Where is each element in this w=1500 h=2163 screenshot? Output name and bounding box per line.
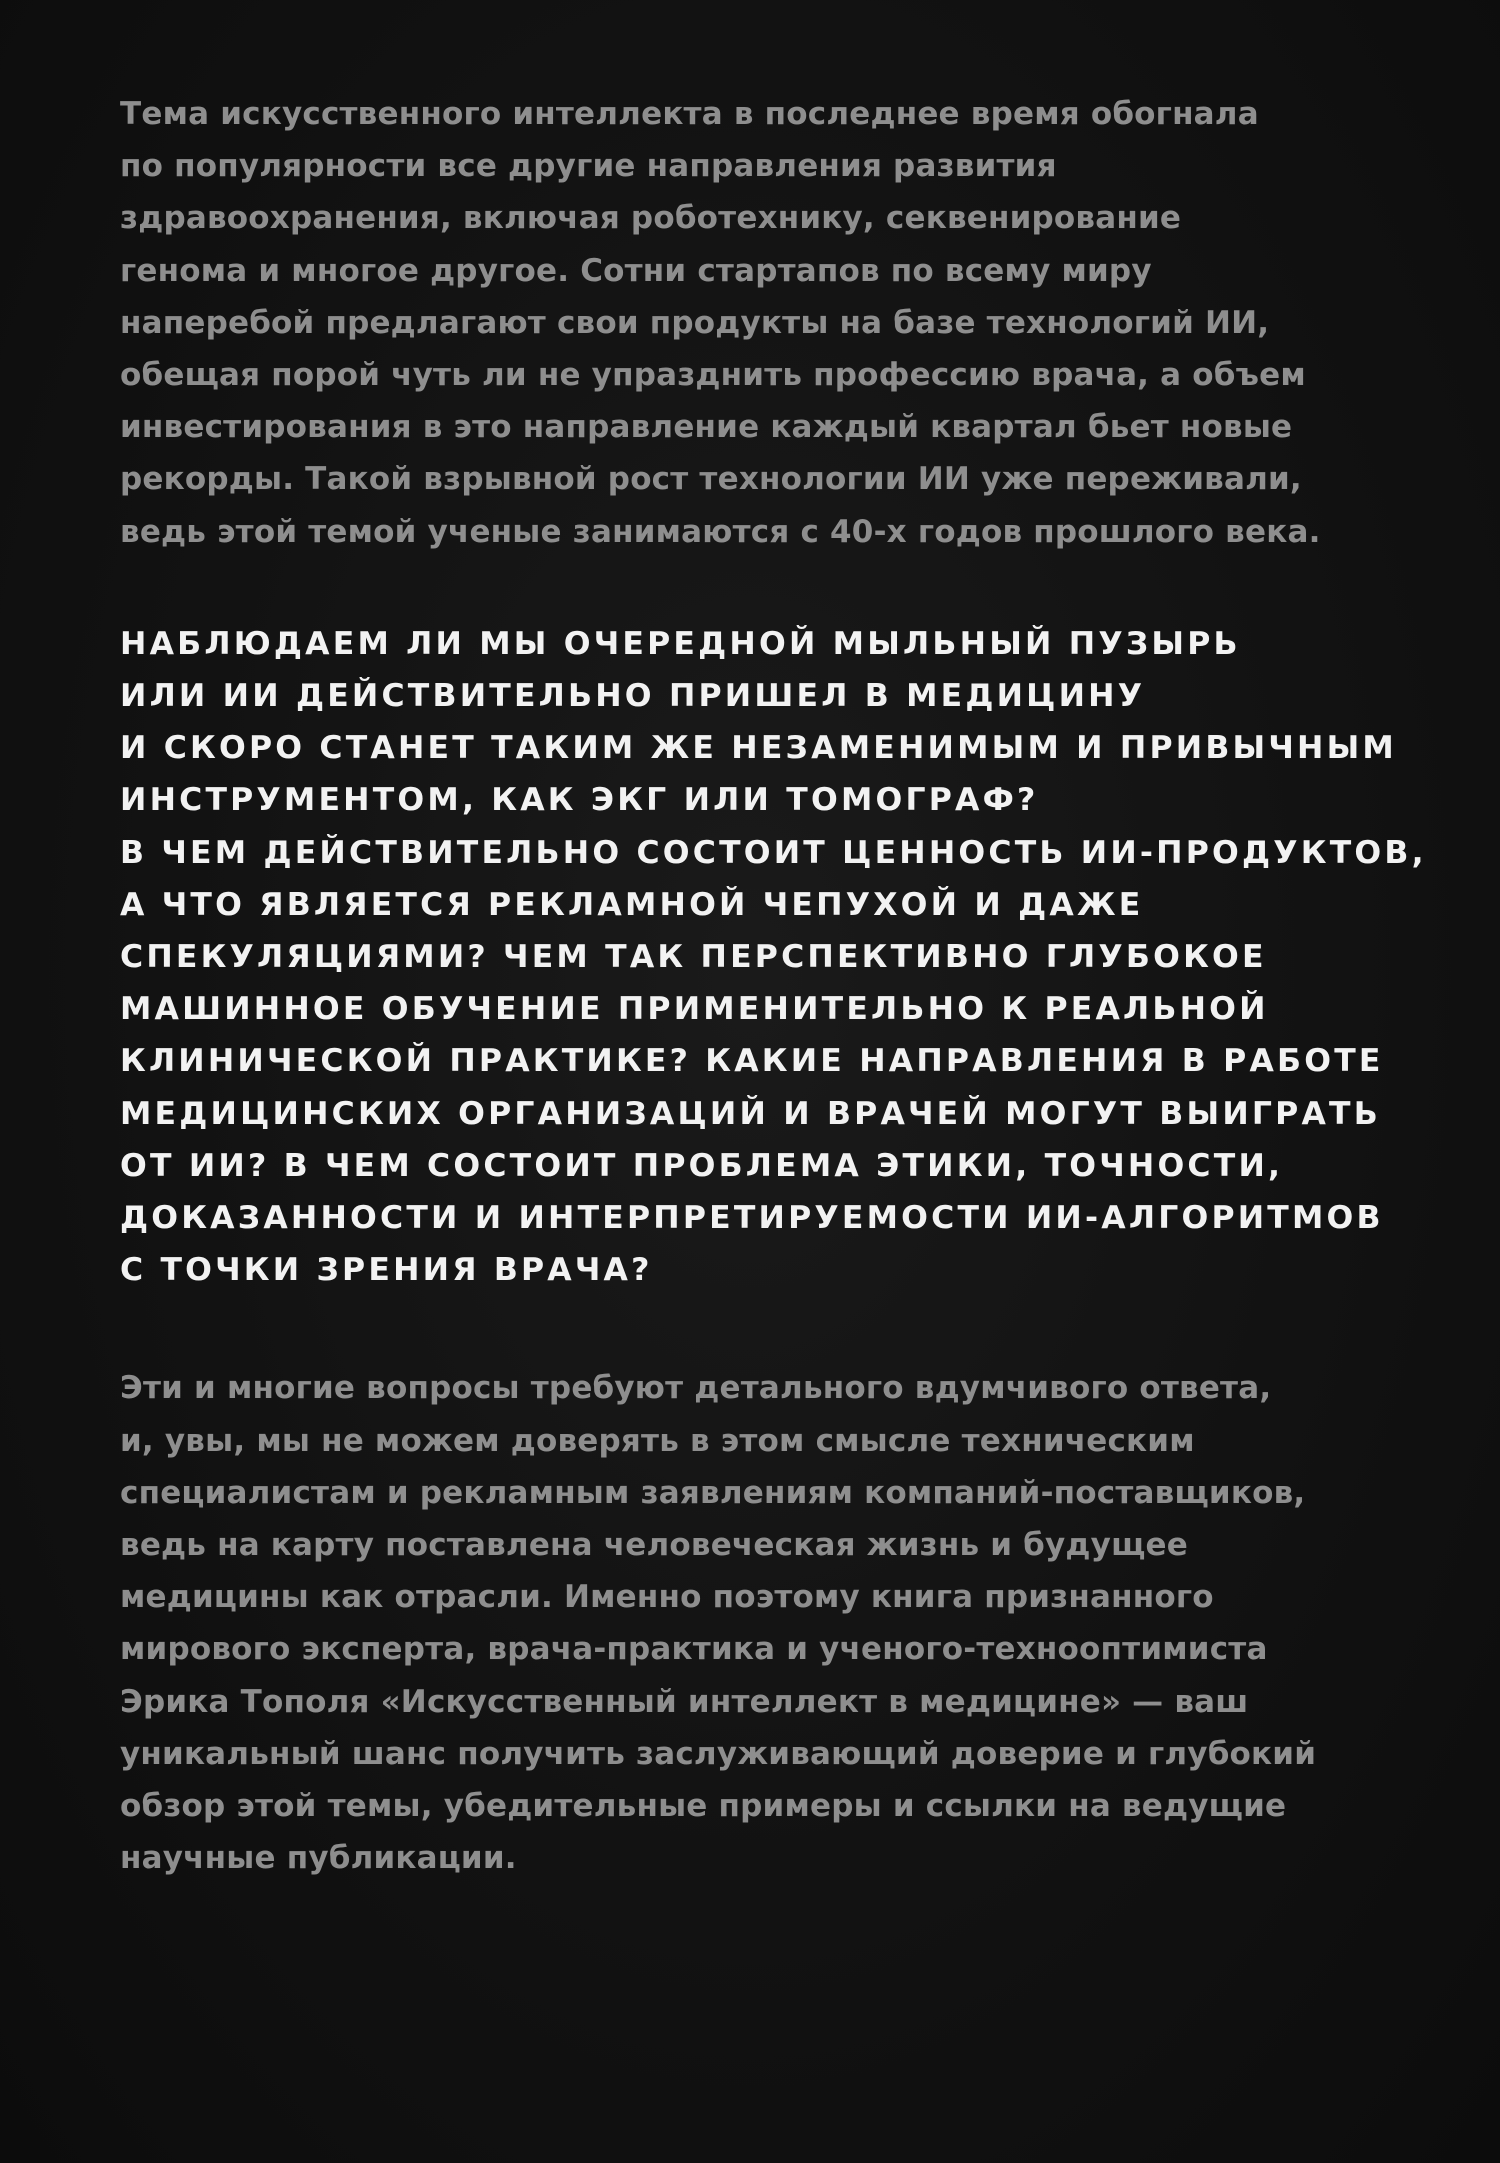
closing-line: ведь на карту поставлена человеческая жизнь и будущее xyxy=(120,1527,1188,1564)
intro-line: здравоохранения, включая роботехнику, секвенирование xyxy=(120,200,1182,237)
questions-line: С ТОЧКИ ЗРЕНИЯ ВРАЧА? xyxy=(120,1252,653,1289)
questions-line: ОТ ИИ? В ЧЕМ СОСТОИТ ПРОБЛЕМА ЭТИКИ, ТОЧНОСТИ, xyxy=(120,1147,1284,1184)
intro-line: инвестирования в это направление каждый квартал бьет новые xyxy=(120,409,1293,446)
closing-line: и, увы, мы не можем доверять в этом смысле техническим xyxy=(120,1422,1195,1459)
questions-line: КЛИНИЧЕСКОЙ ПРАКТИКЕ? КАКИЕ НАПРАВЛЕНИЯ В РАБОТЕ xyxy=(120,1043,1384,1080)
closing-line: мирового эксперта, врача-практика и ученого-технооптимиста xyxy=(120,1631,1268,1668)
questions-line: ИНСТРУМЕНТОМ, КАК ЭКГ ИЛИ ТОМОГРАФ? xyxy=(120,782,1039,819)
questions-line: МАШИННОЕ ОБУЧЕНИЕ ПРИМЕНИТЕЛЬНО К РЕАЛЬНОЙ xyxy=(120,991,1269,1028)
intro-paragraph xyxy=(120,88,1360,558)
closing-line: специалистам и рекламным заявлениям компаний-поставщиков, xyxy=(120,1474,1306,1511)
intro-line: ведь этой темой ученые занимаются с 40-х годов прошлого века. xyxy=(120,513,1321,550)
intro-line: обещая порой чуть ли не упразднить профессию врача, а объем xyxy=(120,357,1306,394)
questions-line: ИЛИ ИИ ДЕЙСТВИТЕЛЬНО ПРИШЕЛ В МЕДИЦИНУ xyxy=(120,678,1146,715)
intro-line: Тема искусственного интеллекта в последнее время обогнала xyxy=(120,96,1259,132)
closing-line: Эрика Тополя «Искусственный интеллект в медицине» — ваш xyxy=(120,1683,1249,1720)
closing-line: обзор этой темы, убедительные примеры и ссылки на ведущие xyxy=(120,1788,1287,1825)
intro-line: по популярности все другие направления развития xyxy=(120,148,1057,185)
questions-line: СПЕКУЛЯЦИЯМИ? ЧЕМ ТАК ПЕРСПЕКТИВНО ГЛУБОКОЕ xyxy=(120,939,1267,976)
questions-line: И СКОРО СТАНЕТ ТАКИМ ЖЕ НЕЗАМЕНИМЫМ И ПРИВЫЧНЫМ xyxy=(120,730,1397,767)
questions-line: В ЧЕМ ДЕЙСТВИТЕЛЬНО СОСТОИТ ЦЕННОСТЬ ИИ-ПРОДУКТОВ, xyxy=(120,834,1427,871)
closing-line: Эти и многие вопросы требуют детального вдумчивого ответа, xyxy=(120,1370,1272,1407)
closing-line: уникальный шанс получить заслуживающий доверие и глубокий xyxy=(120,1735,1317,1772)
intro-line: генома и многое другое. Сотни стартапов по всему миру xyxy=(120,252,1152,289)
closing-paragraph xyxy=(120,1362,1360,1884)
intro-line: наперебой предлагают свои продукты на базе технологий ИИ, xyxy=(120,304,1270,341)
questions-line: МЕДИЦИНСКИХ ОРГАНИЗАЦИЙ И ВРАЧЕЙ МОГУТ ВЫИГРАТЬ xyxy=(120,1095,1381,1132)
questions-line: А ЧТО ЯВЛЯЕТСЯ РЕКЛАМНОЙ ЧЕПУХОЙ И ДАЖЕ xyxy=(120,886,1144,923)
intro-line: рекорды. Такой взрывной рост технологии ИИ уже переживали, xyxy=(120,461,1302,498)
blurb-text-column xyxy=(120,88,1427,1885)
questions-paragraph xyxy=(120,618,1427,1297)
questions-line: ДОКАЗАННОСТИ И ИНТЕРПРЕТИРУЕМОСТИ ИИ-АЛГОРИТМОВ xyxy=(120,1200,1384,1237)
closing-line: научные публикации. xyxy=(120,1840,517,1877)
closing-line: медицины как отрасли. Именно поэтому книга признанного xyxy=(120,1579,1214,1616)
questions-line: НАБЛЮДАЕМ ЛИ МЫ ОЧЕРЕДНОЙ МЫЛЬНЫЙ ПУЗЫРЬ xyxy=(120,625,1241,662)
